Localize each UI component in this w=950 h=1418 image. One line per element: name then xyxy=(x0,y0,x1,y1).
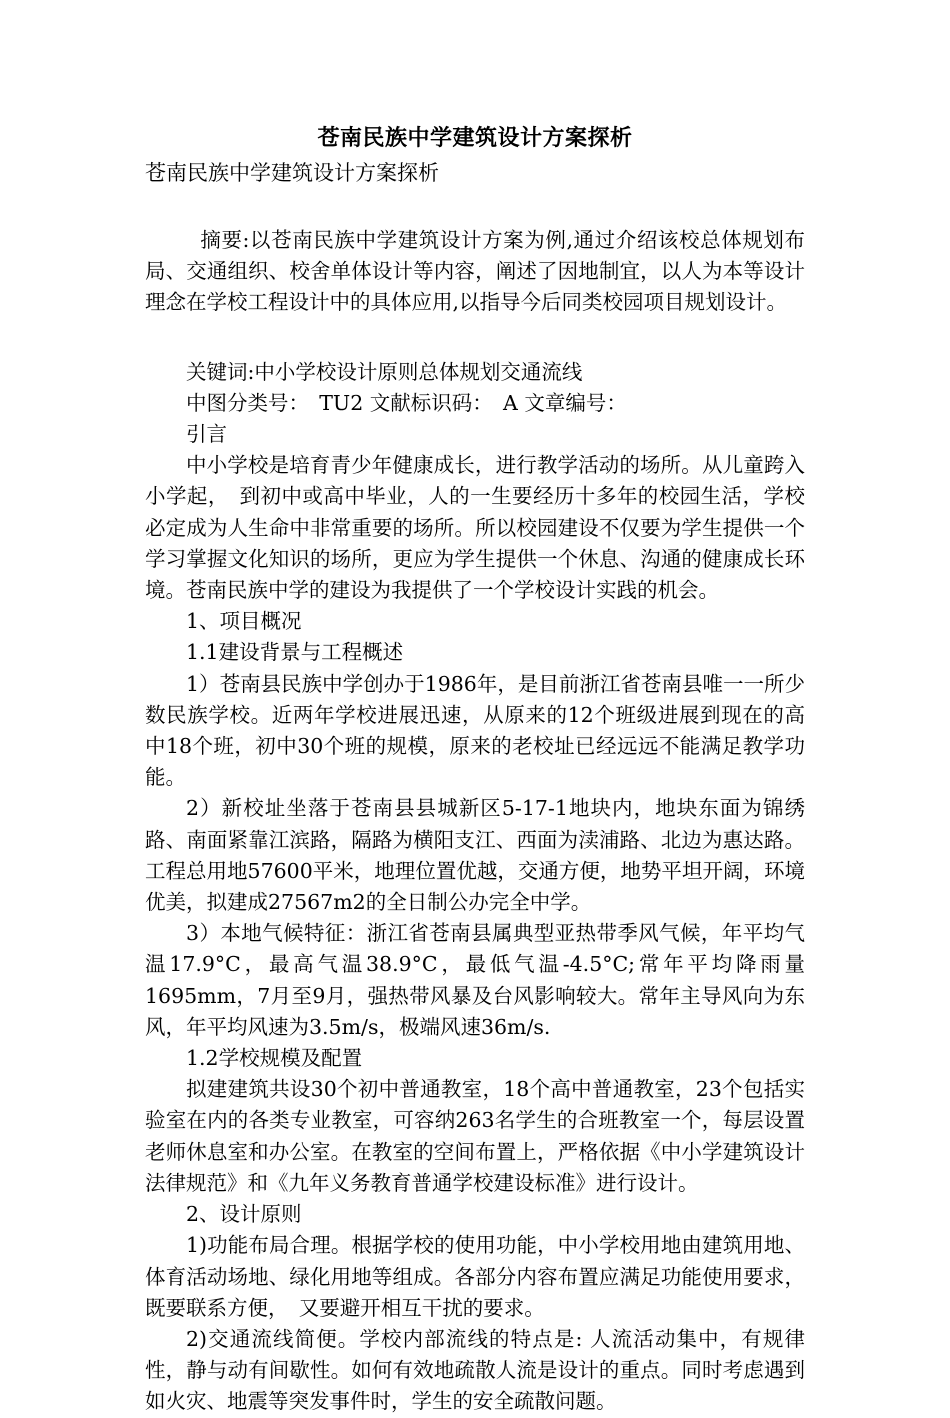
body-paragraph: 2）新校址坐落于苍南县县城新区5-17-1地块内，地块东面为锦绣路、南面紧靠江滨路，隔路为横阳支江、西面为渎浦路、北边为惠达路。工程总用地57600平米，地理位置优越，交通方便，地势平坦开阔，环境优美，拟建成27567m2的全日制公办完全中学。 xyxy=(145,796,805,915)
document-subtitle: 苍南民族中学建筑设计方案探析 xyxy=(145,161,439,185)
subsection-heading: 1.2学校规模及配置 xyxy=(186,1046,363,1071)
intro-paragraph: 中小学校是培育青少年健康成长，进行教学活动的场所。从儿童跨入小学起， 到初中或高中毕业，人的一生要经历十多年的校园生活，学校必定成为人生命中非常重要的场所。所以校园建设不仅要为学生提供一个学习掌握文化知识的场所，更应为学生提供一个休息、沟通的健康成长环境。苍南民族中学的建设为我提供了一个学校设计实践的机会。 xyxy=(145,453,805,603)
section-heading: 1、项目概况 xyxy=(186,609,302,634)
abstract-paragraph: 摘要:以苍南民族中学建筑设计方案为例,通过介绍该校总体规划布局、交通组织、校舍单体设计等内容，阐述了因地制宜，以人为本等设计理念在学校工程设计中的具体应用,以指导今后同类校园项目规划设计。 xyxy=(145,228,805,315)
body-paragraph: 3）本地气候特征：浙江省苍南县属典型亚热带季风气候，年平均气温17.9°C，最高气温38.9°C，最低气温-4.5°C;常年平均降雨量1695mm，7月至9月，强热带风暴及台风影响较大。常年主导风向为东风，年平均风速为3.5m/s，极端风速36m/s. xyxy=(145,921,805,1039)
body-paragraph: 2)交通流线简便。学校内部流线的特点是: 人流活动集中，有规律性，静与动有间歇性。如何有效地疏散人流是设计的重点。同时考虑遇到如火灾、地震等突发事件时，学生的安全疏散问题。 xyxy=(145,1326,805,1414)
intro-heading: 引言 xyxy=(186,422,227,447)
spacer xyxy=(145,189,805,225)
body-paragraph: 1)功能布局合理。根据学校的使用功能，中小学校用地由建筑用地、体育活动场地、绿化用地等组成。各部分内容布置应满足功能使用要求，既要联系方便， 又要避开相互干扰的要求。 xyxy=(145,1233,805,1320)
body-paragraph: 拟建建筑共设30个初中普通教室，18个高中普通教室，23个包括实验室在内的各类专业教室，可容纳263名学生的合班教室一个，每层设置老师休息室和办公室。在教室的空间布置上，严格依据《中小学建筑设计法律规范》和《九年义务教育普通学校建设标准》进行设计。 xyxy=(145,1077,805,1195)
section-heading: 2、设计原则 xyxy=(186,1202,302,1227)
keywords-line: 关键词:中小学校设计原则总体规划交通流线 xyxy=(186,359,583,384)
subsection-heading: 1.1建设背景与工程概述 xyxy=(186,640,404,665)
document-title: 苍南民族中学建筑设计方案探析 xyxy=(317,125,633,151)
spacer xyxy=(145,319,805,357)
classification-line: 中图分类号： TU2 文献标识码： A 文章编号： xyxy=(186,390,627,415)
body-paragraph: 1）苍南县民族中学创办于1986年，是目前浙江省苍南县唯一一所少数民族学校。近两年学校进展迅速，从原来的12个班级进展到现在的高中18个班，初中30个班的规模，原来的老校址已经远远不能满足教学功能。 xyxy=(145,671,805,790)
document-page xyxy=(145,118,805,1418)
